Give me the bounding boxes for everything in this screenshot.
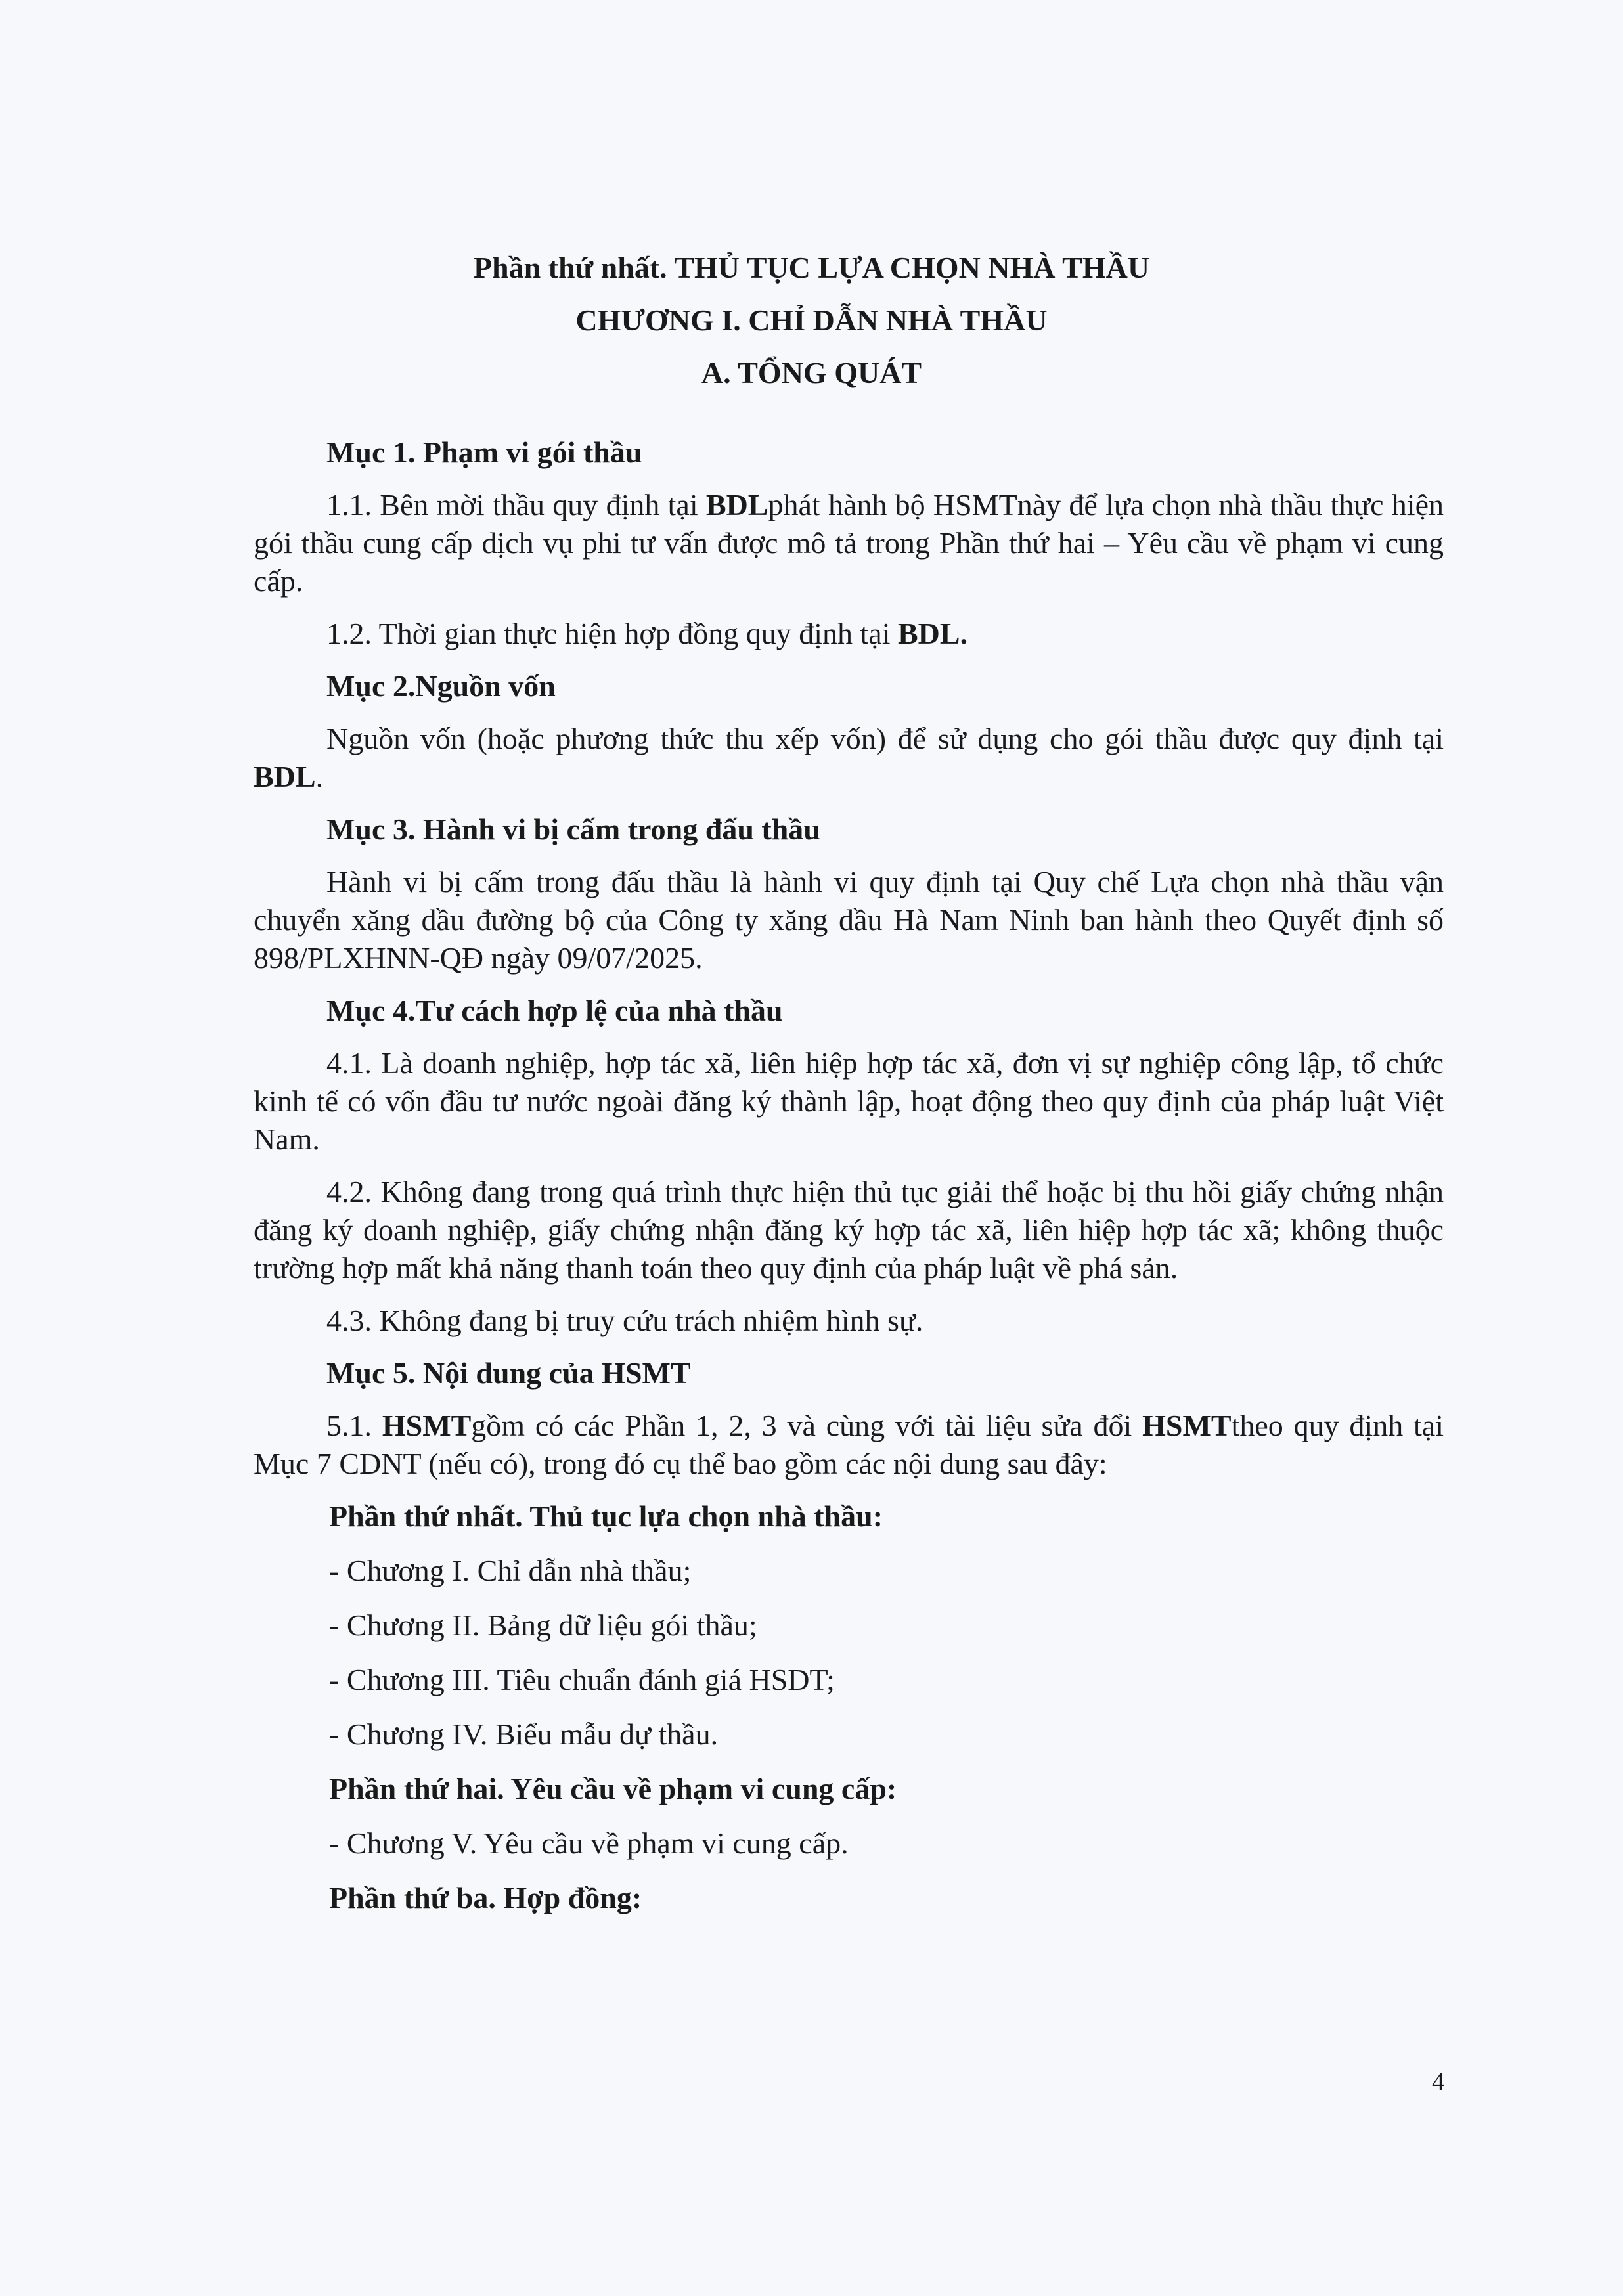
muc4-paragraph-2: 4.2. Không đang trong quá trình thực hiện thủ tục giải thể hoặc bị thu hồi giấy chứng nhận đăng ký doanh nghiệp, giấy chứng nhận đăng ký hợp tác xã, liên hiệp hợp tác xã; không thuộc trường hợp mất khả năng thanh toán theo quy định của pháp luật về phá sản. (254, 1175, 1444, 1285)
muc2-p1-bdl: BDL (254, 760, 316, 793)
muc2-title: Mục 2.Nguồn vốn (326, 669, 556, 703)
muc1-p2-bdl: BDL. (897, 617, 968, 650)
muc2-p1-text-a: Nguồn vốn (hoặc phương thức thu xếp vốn) để sử dụng cho gói thầu được quy định tại (326, 722, 1444, 755)
muc1-paragraph-1 (254, 486, 1444, 600)
part1-item: - Chương IV. Biểu mẫu dự thầu. (329, 1717, 719, 1751)
muc3-paragraph-1: Hành vi bị cấm trong đấu thầu là hành vi quy định tại Quy chế Lựa chọn nhà thầu vận chuyển xăng dầu đường bộ của Công ty xăng dầu Hà Nam Ninh ban hành theo Quyết định số 898/PLXHNN-QĐ ngày 09/07/2025. (254, 865, 1444, 975)
muc3-title: Mục 3. Hành vi bị cấm trong đấu thầu (326, 812, 820, 846)
part1-item: - Chương I. Chỉ dẫn nhà thầu; (329, 1554, 692, 1587)
muc2-p1-text-c: . (315, 760, 324, 793)
part1-item: - Chương II. Bảng dữ liệu gói thầu; (329, 1608, 757, 1642)
part-heading-title: THỦ TỤC LỰA CHỌN NHÀ THẦU (674, 251, 1150, 284)
muc5-title: Mục 5. Nội dung của HSMT (326, 1356, 691, 1390)
chapter-heading: CHƯƠNG I. CHỈ DẪN NHÀ THẦU (575, 303, 1048, 337)
part1-title: Phần thứ nhất. Thủ tục lựa chọn nhà thầu: (329, 1499, 883, 1533)
muc5-p1-hsmt: HSMT (382, 1409, 472, 1442)
muc1-p1-text-a: 1.1. Bên mời thầu quy định tại (326, 488, 706, 521)
muc1-p2-text-a: 1.2. Thời gian thực hiện hợp đồng quy định tại (326, 617, 898, 650)
muc1-paragraph-2 (254, 615, 1444, 653)
section-heading: A. TỔNG QUÁT (701, 356, 922, 389)
muc4-title: Mục 4.Tư cách hợp lệ của nhà thầu (326, 994, 783, 1027)
part2-item: - Chương V. Yêu cầu về phạm vi cung cấp. (329, 1826, 849, 1860)
page-number: 4 (1432, 2068, 1444, 2096)
part-heading-label: Phần thứ nhất. (473, 251, 667, 284)
muc4-paragraph-1: 4.1. Là doanh nghiệp, hợp tác xã, liên hiệp hợp tác xã, đơn vị sự nghiệp công lập, tổ chức kinh tế có vốn đầu tư nước ngoài đăng ký thành lập, hoạt động theo quy định của pháp luật Việt Nam. (254, 1046, 1444, 1156)
muc5-paragraph-1 (254, 1407, 1444, 1483)
muc5-p1-text-a: 5.1. (326, 1409, 382, 1442)
muc4-paragraph-3: 4.3. Không đang bị truy cứu trách nhiệm hình sự. (326, 1304, 923, 1337)
heading-block (0, 242, 1623, 399)
muc5-p1-hsmt-2: HSMT (1142, 1409, 1232, 1442)
part-heading (0, 242, 1623, 294)
document-body (254, 433, 1444, 1933)
muc5-p1-text-c: gồm có các Phần 1, 2, 3 và cùng với tài liệu sửa đổi (471, 1409, 1143, 1442)
muc5-p1-text-e: theo quy định tại Mục 7 CDNT (nếu có), trong đó cụ thể bao gồm các nội dung sau đây: (254, 1409, 1444, 1480)
part2-title: Phần thứ hai. Yêu cầu về phạm vi cung cấp: (329, 1772, 897, 1805)
muc1-title: Mục 1. Phạm vi gói thầu (326, 435, 642, 469)
part3-title: Phần thứ ba. Hợp đồng: (329, 1881, 642, 1914)
muc1-p1-text-c: phát hành bộ HSMTnày để lựa chọn nhà thầu thực hiện gói thầu cung cấp dịch vụ phi tư vấn được mô tả trong Phần thứ hai – Yêu cầu về phạm vi cung cấp. (254, 488, 1444, 598)
muc1-p1-bdl: BDL (705, 488, 768, 521)
part1-item: - Chương III. Tiêu chuẩn đánh giá HSDT; (329, 1663, 835, 1696)
muc2-paragraph-1 (254, 720, 1444, 796)
